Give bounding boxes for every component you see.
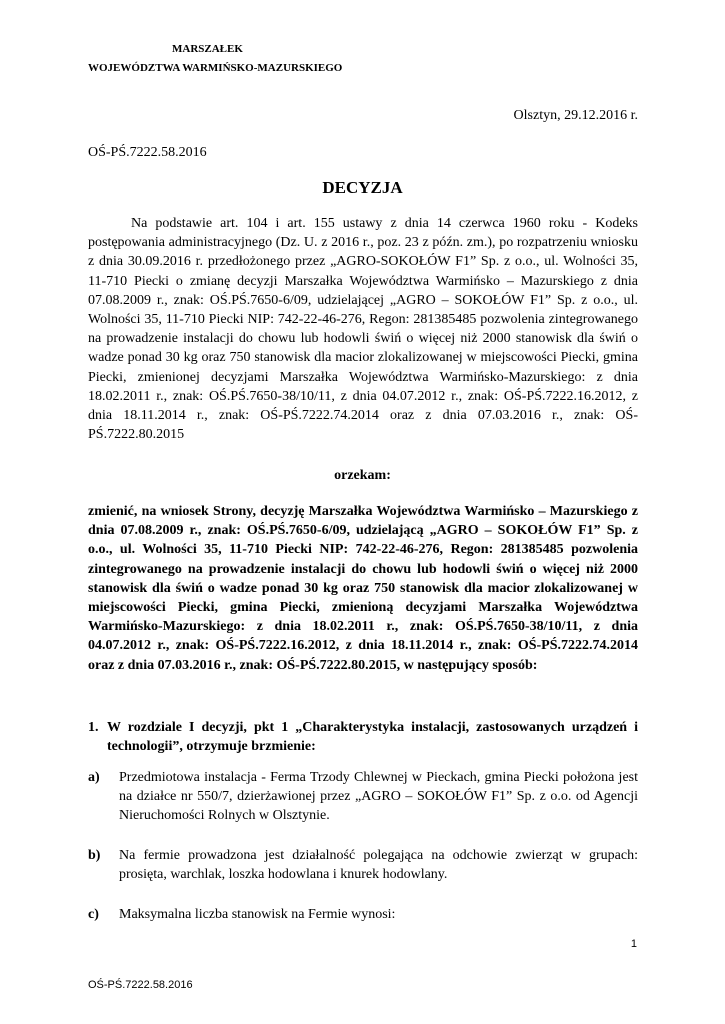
intro-paragraph: Na podstawie art. 104 i art. 155 ustawy z dnia 14 czerwca 1960 roku - Kodeks postępowania administracyjnego (Dz. U. z 2016 r., poz. 23 z późn. zm.), po rozpatrzeniu wniosku z dnia 30.09.2016 r. przedłożonego przez „AGRO-SOKOŁÓW F1” Sp. z o.o., ul. Wolności 35, 11-710 Piecki o zmianę decyzji Marszałka Województwa Warmińsko – Mazurskiego z dnia 07.08.2009 r., znak: OŚ.PŚ.7650-6/09, udzielającej „AGRO – SOKOŁÓW F1” Sp. z o.o., ul. Wolności 35, 11-710 Piecki NIP: 742-22-46-276, Regon: 281385485 pozwolenia zintegrowanego na prowadzenie instalacji do chowu lub hodowli świń o więcej niż 2000 stanowisk dla świń o wadze ponad 30 kg oraz 750 stanowisk dla macior zlokalizowanej w miejscowości Piecki, gmina Piecki, zmienionej decyzjami Marszałka Województwa Warmińsko-Mazurskiego: z dnia 18.02.2011 r., znak: OŚ.PŚ.7650-38/10/11, z dnia 04.07.2012 r., znak: OŚ-PŚ.7222.16.2012, z dnia 18.11.2014 r., znak: OŚ-PŚ.7222.74.2014 oraz z dnia 07.03.2016 r., znak: OŚ-PŚ.7222.80.2015 bbox=[88, 216, 638, 443]
page-number: 1 bbox=[630, 938, 637, 950]
item-number: 1. bbox=[88, 720, 99, 735]
document-date: Olsztyn, 29.12.2016 r. bbox=[513, 108, 638, 123]
sub-item-text: Przedmiotowa instalacja - Ferma Trzody Chlewnej w Pieckach, gmina Piecki położona jest na działce nr 550/7, dzierżawionej przez „AGRO – SOKOŁÓW F1” Sp. z o.o. od Agencji Nieruchomości Rolnych w Olsztynie. bbox=[119, 770, 638, 824]
sub-item-text: Maksymalna liczba stanowisk na Fermie wynosi: bbox=[119, 907, 396, 922]
decision-heading: orzekam: bbox=[334, 468, 391, 483]
sub-item-label: a) bbox=[88, 770, 100, 785]
sub-item-text: Na fermie prowadzona jest działalność polegająca na odchowie zwierząt w grupach: prosięta, warchlak, loszka hodowlana i knurek hodowlany. bbox=[119, 848, 638, 883]
sub-item-label: b) bbox=[88, 848, 101, 863]
decision-paragraph: zmienić, na wniosek Strony, decyzję Marszałka Województwa Warmińsko – Mazurskiego z dnia 07.08.2009 r., znak: OŚ.PŚ.7650-6/09, udzielającą „AGRO – SOKOŁÓW F1” Sp. z o.o., ul. Wolności 35, 11-710 Piecki NIP: 742-22-46-276, Regon: 281385485 pozwolenia zintegrowanego na prowadzenie instalacji do chowu lub hodowli świń o więcej niż 2000 stanowisk dla świń o wadze ponad 30 kg oraz 750 stanowisk dla macior zlokalizowanej w miejscowości Piecki, gmina Piecki, zmienioną decyzjami Marszałka Województwa Warmińsko-Mazurskiego: z dnia 18.02.2011 r., znak: OŚ.PŚ.7650-38/10/11, z dnia 04.07.2012 r., znak: OŚ-PŚ.7222.16.2012, z dnia 18.11.2014 r., znak: OŚ-PŚ.7222.74.2014 oraz z dnia 07.03.2016 r., znak: OŚ-PŚ.7222.80.2015, w następujący sposób: bbox=[88, 504, 638, 673]
document-title: DECYZJA bbox=[322, 178, 403, 197]
sub-item-b bbox=[88, 846, 638, 884]
sub-item-a bbox=[88, 768, 638, 826]
authority-region: WOJEWÓDZTWA WARMIŃSKO-MAZURSKIEGO bbox=[88, 62, 343, 74]
item-text: W rozdziale I decyzji, pkt 1 „Charakterystyka instalacji, zastosowanych urządzeń i technologii”, otrzymuje brzmienie: bbox=[107, 720, 638, 755]
footer-reference: OŚ-PŚ.7222.58.2016 bbox=[88, 979, 193, 991]
sub-item-label: c) bbox=[88, 907, 99, 922]
reference-number: OŚ-PŚ.7222.58.2016 bbox=[88, 145, 207, 160]
list-item bbox=[88, 718, 638, 756]
sub-item-c bbox=[88, 905, 638, 924]
authority-title: MARSZAŁEK bbox=[172, 43, 243, 55]
